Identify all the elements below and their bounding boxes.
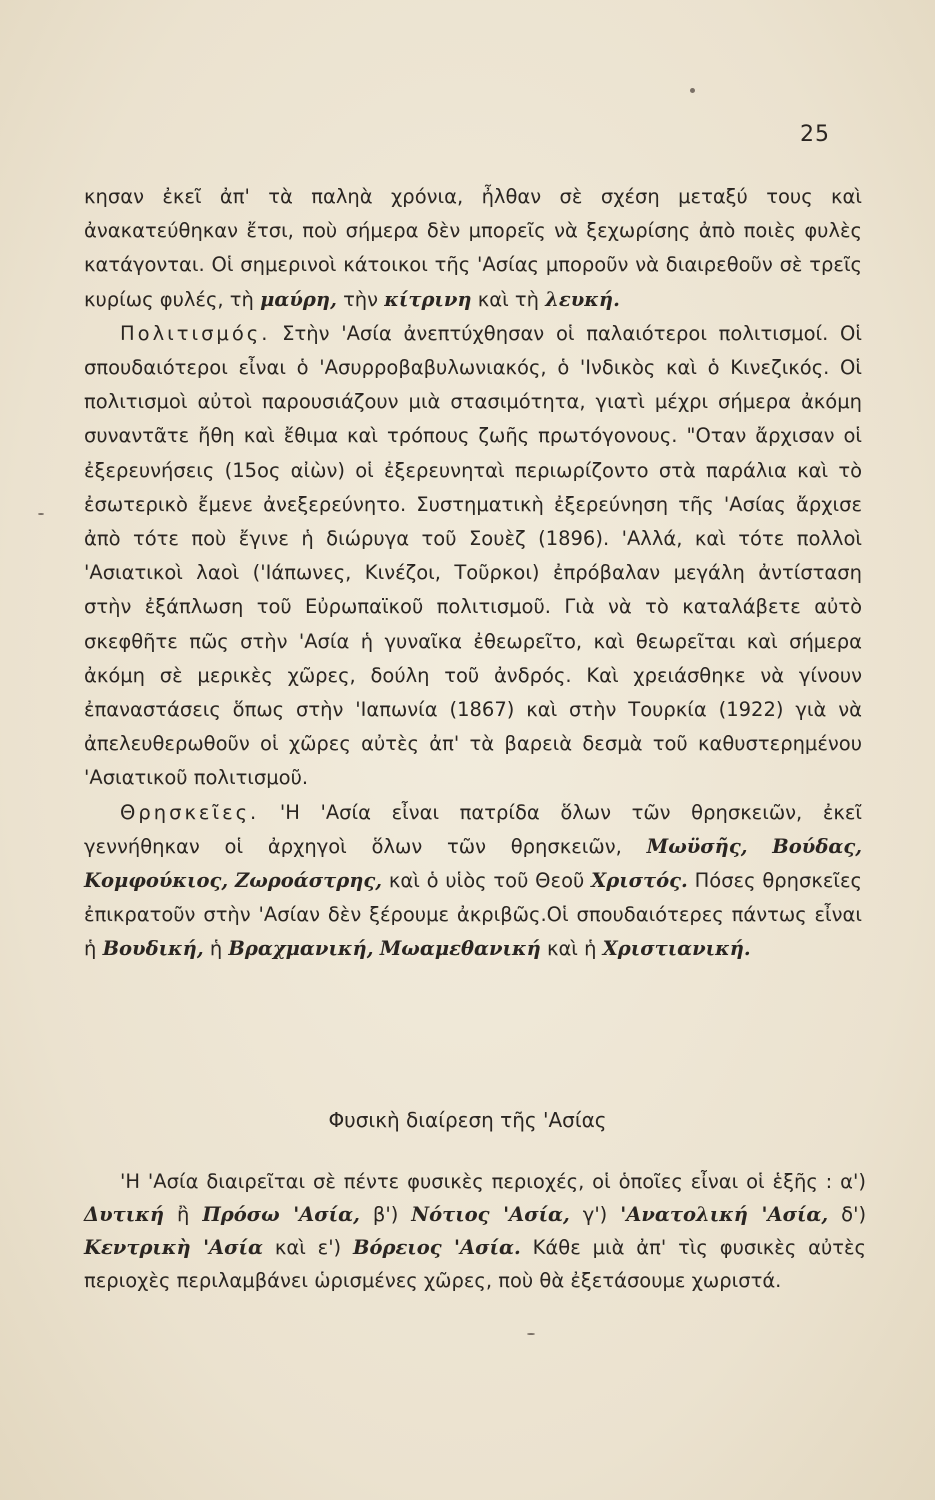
civilization-text: Στὴν 'Ασία ἀνεπτύχθησαν οἱ παλαιότεροι πολιτισμοί. Οἱ σπουδαιότεροι εἶναι ὁ 'Ασυρροβαβυλωνιακός, ὁ 'Ινδικὸς καὶ ὁ Κινεζικός. Οἱ πολιτισμοὶ αὐτοὶ παρουσιάζουν μιὰ στασιμότητα, γιατὶ μέχρι σήμερα ἀκόμη συναντᾶτε ἤθη καὶ ἔθιμα καὶ τρόπους ζωῆς πρωτόγονους. "Οταν ἄρχισαν οἱ ἐξερευνήσεις (15ος αἰὼν) οἱ ἐξερευνηταὶ περιωρίζοντο στὰ παράλια καὶ τὸ ἐσωτερικὸ ἔμενε ἀνεξερεύνητο. Συστηματικὴ ἐξερεύνηση τῆς 'Ασίας ἄρχισε ἀπὸ τότε ποὺ ἔγινε ἡ διώρυγα τοῦ Σουὲζ (1896). 'Αλλά, καὶ τότε πολλοὶ 'Ασιατικοὶ λαοὶ ('Ιάπωνες, Κινέζοι, Τοῦρκοι) ἐπρόβαλαν μεγάλη ἀντίσταση στὴν ἐξάπλωση τοῦ Εὐρωπαϊκοῦ πολιτισμοῦ. Γιὰ νὰ τὸ καταλάβετε αὐτὸ σκεφθῆτε πῶς στὴν 'Ασία ἡ γυναῖκα ἐθεωρεῖτο, καὶ θεωρεῖται καὶ σήμερα ἀκόμη σὲ μερικὲς χῶρες, δούλη τοῦ ἀνδρός. Καὶ χρειάσθηκε νὰ γίνουν ἐπαναστάσεις ὅπως στὴν 'Ιαπωνία (1867) καὶ στὴν Τουρκία (1922) γιὰ νὰ ἀπελευθερωθοῦν οἱ χῶρες αὐτὲς ἀπ' τὰ βαρειὰ δεσμὰ τοῦ καθυστερημένου 'Ασιατικοῦ πολιτισμοῦ. [84, 321, 862, 790]
region-north: Βόρειος 'Ασία. [353, 1236, 521, 1259]
region-join-4: καὶ ε') [274, 1236, 342, 1259]
section-heading: Φυσικὴ διαίρεση τῆς 'Ασίας [328, 1108, 607, 1132]
section-text [84, 1165, 866, 1297]
races-text: κησαν ἐκεῖ ἀπ' τὰ παληὰ χρόνια, ἦλθαν σὲ σχέση μεταξύ τους καὶ ἀνακατεύθηκαν ἔτσι, ποὺ σήμερα δὲν μπορεῖς νὰ ξεχωρίσης ἀπὸ ποιὲς φυλὲς κατάγονται. Οἱ σημερινοὶ κάτοικοι τῆς 'Ασίας μποροῦν νὰ διαιρεθοῦν σὲ τρεῖς κυρίως φυλές, τὴ [84, 185, 862, 311]
founder-christ: Χριστός. [591, 869, 688, 893]
religion-buddhist: Βουδική, [102, 937, 204, 961]
region-near: Πρόσω 'Ασία, [202, 1203, 360, 1226]
paragraph-regions [84, 1165, 866, 1297]
religions-text-b: καὶ ὁ υἱὸς τοῦ Θεοῦ [388, 869, 585, 893]
religion-muslim: Μωαμεθανική [379, 937, 541, 961]
paragraph-religions [84, 796, 862, 967]
religion-brahmin: Βραχμανική, [228, 937, 374, 961]
region-south: Νότιος 'Ασία, [411, 1203, 570, 1226]
founder-buddha: Βούδας, [772, 834, 862, 858]
religion-join-2: καὶ ἡ [546, 937, 597, 961]
founder-confucius: Κομφούκιος, [84, 869, 229, 893]
civilization-heading: Πολιτισμός. [120, 321, 271, 345]
regions-closing: Κάθε μιὰ ἀπ' τὶς φυσικὲς αὐτὲς περιοχὲς περιλαμβάνει ὡρισμένες χῶρες, ποὺ θὰ ἐξετάσουμε χωριστά. [84, 1236, 866, 1292]
founder-moses: Μωϋσῆς, [646, 834, 748, 858]
region-join-1: ἢ [176, 1203, 190, 1226]
paper-speck [690, 88, 695, 93]
region-mark-3: γ') [582, 1203, 608, 1226]
religions-text-c: Πόσες θρησκεῖες ἐπικρατοῦν στὴν 'Ασίαν δὲν ξέρουμε ἀκριβῶς.Οἱ σπουδαιότερες πάντως εἶναι ἡ [84, 869, 862, 961]
region-mark-2: β') [372, 1203, 399, 1226]
main-text [84, 180, 862, 967]
region-east: 'Ανατολική 'Ασία, [620, 1203, 829, 1226]
region-west: Δυτική [84, 1203, 165, 1226]
religion-christian: Χριστιανική. [602, 937, 751, 961]
race-join-2: καὶ τὴ [477, 287, 540, 311]
religions-text-a: 'Η 'Ασία εἶναι πατρίδα ὅλων τῶν θρησκειῶν, ἐκεῖ γεννήθηκαν οἱ ἀρχηγοὶ ὅλων τῶν θρησκειῶν, [84, 800, 862, 858]
religions-heading: Θρησκεῖες. [120, 800, 260, 824]
paragraph-civilization [84, 317, 862, 796]
paper-speck [38, 513, 44, 515]
race-black: μαύρη, [260, 287, 337, 311]
region-central: Κεντρικὴ 'Ασία [84, 1236, 264, 1259]
race-join-1: τὴν [343, 287, 379, 311]
race-yellow: κίτρινη [384, 287, 472, 311]
page-number: 25 [800, 122, 830, 147]
region-mark-4: δ') [841, 1203, 867, 1226]
paper-speck [527, 1333, 535, 1335]
regions-intro: 'Η 'Ασία διαιρεῖται σὲ πέντε φυσικὲς περιοχές, οἱ ὁποῖες εἶναι οἱ ἑξῆς : α') [120, 1170, 866, 1193]
paragraph-races [84, 180, 862, 317]
religion-join-1: ἡ [209, 937, 223, 961]
founder-zoroaster: Ζωροάστρης, [234, 869, 383, 893]
race-white: λευκή. [545, 287, 620, 311]
